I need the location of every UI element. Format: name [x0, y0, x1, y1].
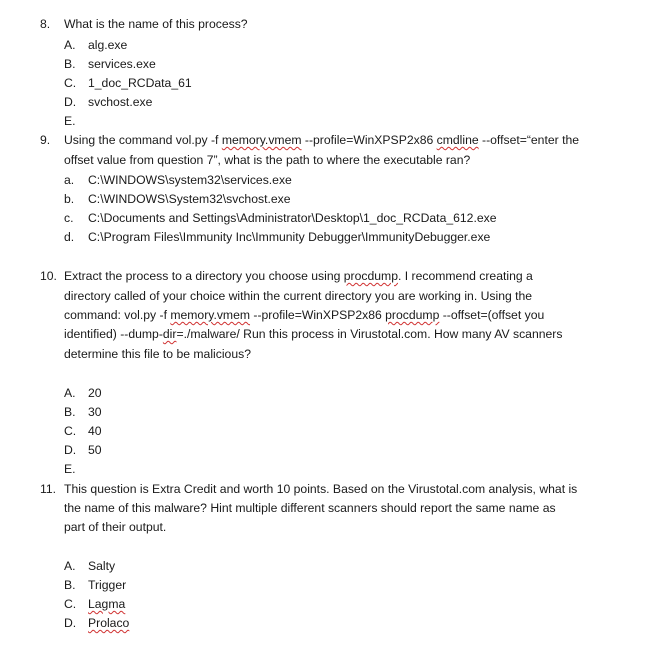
- option-text: 30: [88, 405, 102, 419]
- text-run: dir: [162, 327, 177, 341]
- option-letter: E.: [64, 462, 76, 476]
- text-run: identified) --dump-: [64, 327, 163, 341]
- option-letter: A.: [64, 386, 76, 400]
- option-text: C:\Documents and Settings\Administrator\Desktop\1_doc_RCData_612.exe: [88, 211, 497, 225]
- option-letter: D.: [64, 95, 77, 109]
- question-text-line: [64, 325, 562, 344]
- question-text-line: part of their output.: [64, 520, 167, 534]
- question-text-line: [64, 131, 579, 150]
- option-letter: B.: [64, 405, 76, 419]
- option-letter: C.: [64, 424, 77, 438]
- option-text: services.exe: [88, 57, 156, 71]
- option-letter: D.: [64, 616, 77, 630]
- text-run: procdump: [343, 269, 398, 283]
- option-letter: C.: [64, 76, 77, 90]
- text-run: --profile=WinXPSP2x86: [250, 308, 386, 322]
- question-text-line: offset value from question 7”, what is the path to where the executable ran?: [64, 153, 471, 167]
- option-text: 50: [88, 443, 102, 457]
- option-letter: b.: [64, 192, 75, 206]
- text-run: --profile=WinXPSP2x86: [301, 133, 437, 147]
- option-letter: B.: [64, 578, 76, 592]
- option-text: alg.exe: [88, 38, 128, 52]
- text-run: --offset=(offset you: [439, 308, 545, 322]
- option-letter: B.: [64, 57, 76, 71]
- option-text: Prolaco: [88, 616, 130, 630]
- option-letter: a.: [64, 173, 75, 187]
- text-run: command: vol.py -f: [64, 308, 171, 322]
- text-run: . I recommend creating a: [397, 269, 533, 283]
- option-text: C:\WINDOWS\system32\services.exe: [88, 173, 292, 187]
- option-text: 20: [88, 386, 102, 400]
- option-text: 1_doc_RCData_61: [88, 76, 192, 90]
- text-run: memory.vmem: [170, 308, 251, 322]
- option-letter: c.: [64, 211, 74, 225]
- text-run: Using the command vol.py -f: [64, 133, 222, 147]
- question-number: 10.: [40, 269, 57, 283]
- question-text-line: This question is Extra Credit and worth 10 points. Based on the Virustotal.com analysis, what is: [64, 482, 578, 496]
- option-text: Lagma: [88, 597, 126, 611]
- option-letter: d.: [64, 230, 75, 244]
- text-run: --offset=“enter the: [478, 133, 580, 147]
- option-text: Trigger: [88, 578, 127, 592]
- option-letter: C.: [64, 597, 77, 611]
- text-run: cmdline: [436, 133, 479, 147]
- option-text: svchost.exe: [88, 95, 153, 109]
- text-run: memory.vmem: [221, 133, 302, 147]
- text-run: =./malware/ Run this process in Virustotal.com. How many AV scanners: [176, 327, 563, 341]
- option-text: 40: [88, 424, 102, 438]
- question-number: 9.: [40, 133, 51, 147]
- option-text: C:\Program Files\Immunity Inc\Immunity Debugger\ImmunityDebugger.exe: [88, 230, 491, 244]
- question-text-line: [64, 306, 544, 325]
- question-text-line: [64, 267, 533, 286]
- question-text-line: directory called of your choice within the current directory you are working in. Using the: [64, 289, 533, 303]
- option-letter: D.: [64, 443, 77, 457]
- question-number: 8.: [40, 17, 51, 31]
- question-text: What is the name of this process?: [64, 17, 248, 31]
- question-text-line: the name of this malware? Hint multiple different scanners should report the same name as: [64, 501, 556, 515]
- option-letter: A.: [64, 38, 76, 52]
- text-run: procdump: [385, 308, 440, 322]
- option-text: C:\WINDOWS\System32\svchost.exe: [88, 192, 291, 206]
- option-letter: E.: [64, 114, 76, 128]
- text-run: Extract the process to a directory you choose using: [64, 269, 344, 283]
- question-number: 11.: [40, 482, 57, 496]
- option-letter: A.: [64, 559, 76, 573]
- question-text-line: determine this file to be malicious?: [64, 347, 251, 361]
- option-text: Salty: [88, 559, 116, 573]
